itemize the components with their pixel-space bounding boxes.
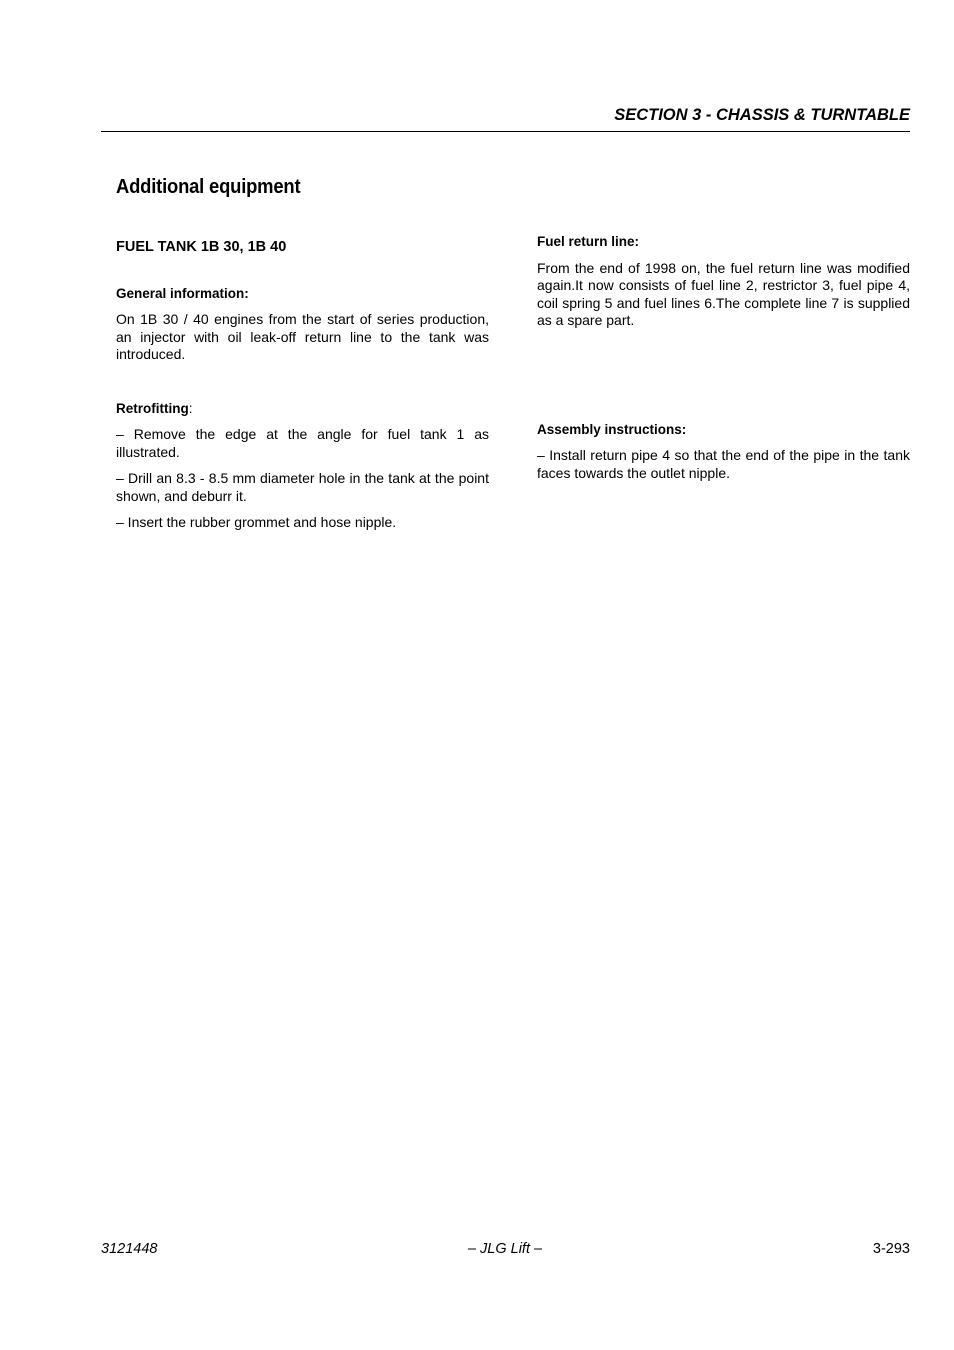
- page-heading: Additional equipment: [116, 176, 301, 198]
- fuel-return-line-label: Fuel return line:: [537, 234, 640, 249]
- left-column: [116, 239, 489, 541]
- retrofit-step: – Insert the rubber grommet and hose nipple.: [116, 514, 397, 530]
- section-title: SECTION 3 - CHASSIS & TURNTABLE: [614, 106, 910, 124]
- document-number: 3121448: [101, 1241, 158, 1257]
- header-divider: [101, 131, 910, 132]
- retrofitting-colon: :: [188, 400, 193, 416]
- fuel-return-line-text: From the end of 1998 on, the fuel return line was modified again.It now consists of fuel line 2, restrictor 3, fuel pipe 4, coil spring 5 and fuel lines 6.The complete line 7 is supplied as a spare part.: [537, 259, 910, 328]
- retrofitting-label: Retrofitting: [116, 400, 189, 416]
- fuel-tank-subheading: FUEL TANK 1B 30, 1B 40: [116, 239, 287, 255]
- general-information-text: On 1B 30 / 40 engines from the start of series production, an injector with oil leak-off return line to the tank was introduced.: [116, 311, 489, 362]
- spacer: [537, 339, 910, 421]
- retrofit-step: – Drill an 8.3 - 8.5 mm diameter hole in the tank at the point shown, and deburr it.: [116, 470, 489, 504]
- retrofit-step: – Remove the edge at the angle for fuel tank 1 as illustrated.: [116, 426, 489, 460]
- assembly-instructions-text: – Install return pipe 4 so that the end of the pipe in the tank faces towards the outlet nipple.: [537, 447, 910, 481]
- footer-brand: – JLG Lift –: [467, 1241, 543, 1257]
- general-information-label: General information:: [116, 285, 249, 301]
- retrofitting-label-line: [116, 400, 489, 418]
- page-number: 3-293: [872, 1241, 910, 1257]
- spacer: [116, 373, 489, 400]
- assembly-instructions-label: Assembly instructions:: [537, 421, 687, 437]
- right-column: [537, 233, 910, 491]
